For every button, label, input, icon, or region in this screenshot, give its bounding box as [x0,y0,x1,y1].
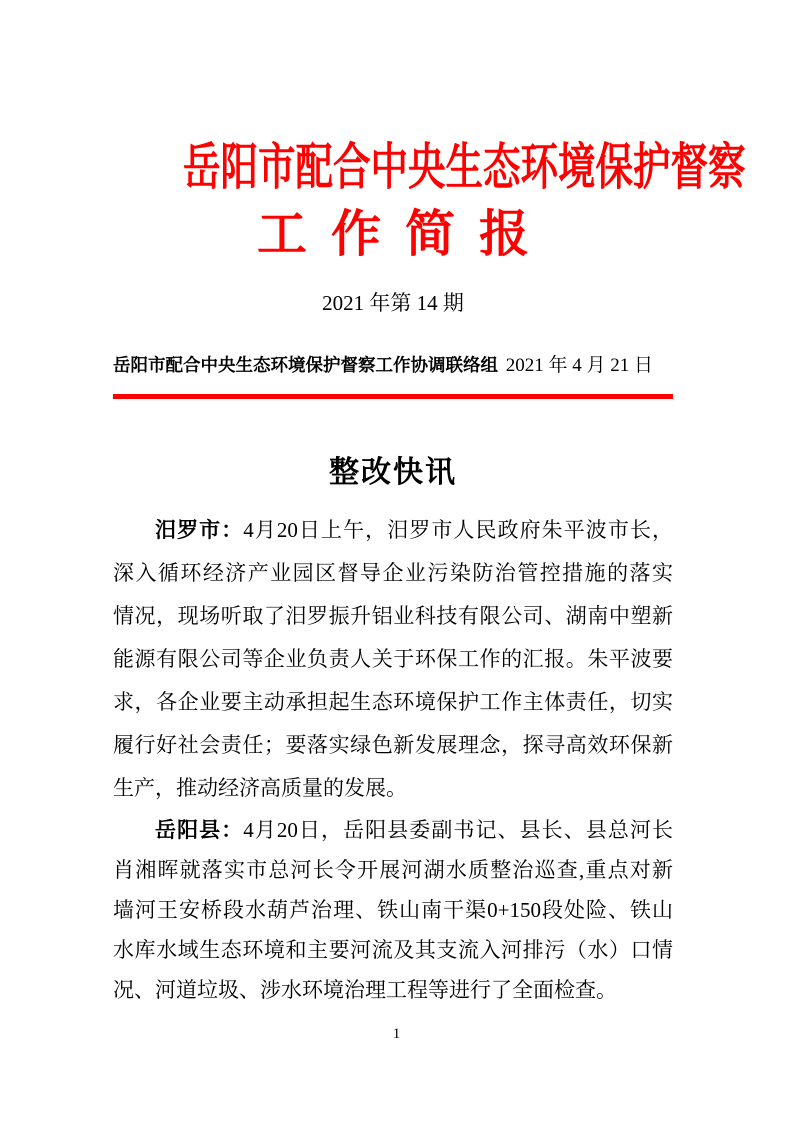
text-line: 能源有限公司等企业负责人关于环保工作的汇报。朱平波要 [113,647,673,671]
text-line: 情况，现场听取了汨罗振升铝业科技有限公司、湖南中塑新 [113,604,673,628]
text-line: 岳阳县：4月20日，岳阳县委副书记、县长、县总河长 [155,818,674,842]
paragraph [113,810,673,1010]
issuing-organization: 岳阳市配合中央生态环境保护督察工作协调联络组 [113,355,498,375]
paragraph [113,509,673,810]
text-line: 水库水域生态环境和主要河流及其支流入河排污（水）口情 [113,938,673,962]
issue-date: 2021 年 4 月 21 日 [505,355,653,376]
text-line: 生产，推动经济高质量的发展。 [113,776,407,800]
text-line: 履行好社会责任；要落实绿色新发展理念，探寻高效环保新 [113,733,673,757]
byline-row [113,352,673,379]
text-line: 况、河道垃圾、涉水环境治理工程等进行了全面检查。 [113,978,617,1002]
text-line: 汨罗市：4月20日上午，汨罗市人民政府朱平波市长， [155,518,674,542]
paragraph-lead: 岳阳县： [155,818,244,842]
red-divider-rule [113,394,673,399]
text-line: 求，各企业要主动承担起生态环境保护工作主体责任，切实 [113,690,673,714]
text-line: 肖湘晖就落实市总河长令开展河湖水质整治巡查,重点对新 [113,858,673,882]
text-line: 墙河王安桥段水葫芦治理、铁山南干渠0+150段处险、铁山 [113,898,673,922]
text-line: 深入循环经济产业园区督导企业污染防治管控措施的落实 [113,561,673,585]
page-number: 1 [392,1026,401,1042]
paragraph-lead: 汨罗市： [155,518,244,542]
section-heading: 整改快讯 [329,456,457,489]
doc-title-line2: 工作简报 [257,206,553,262]
issue-number: 2021 年第 14 期 [322,291,464,315]
body-paragraphs [113,509,673,1010]
doc-title-line1: 岳阳市配合中央生态环境保护督察 [183,139,746,195]
